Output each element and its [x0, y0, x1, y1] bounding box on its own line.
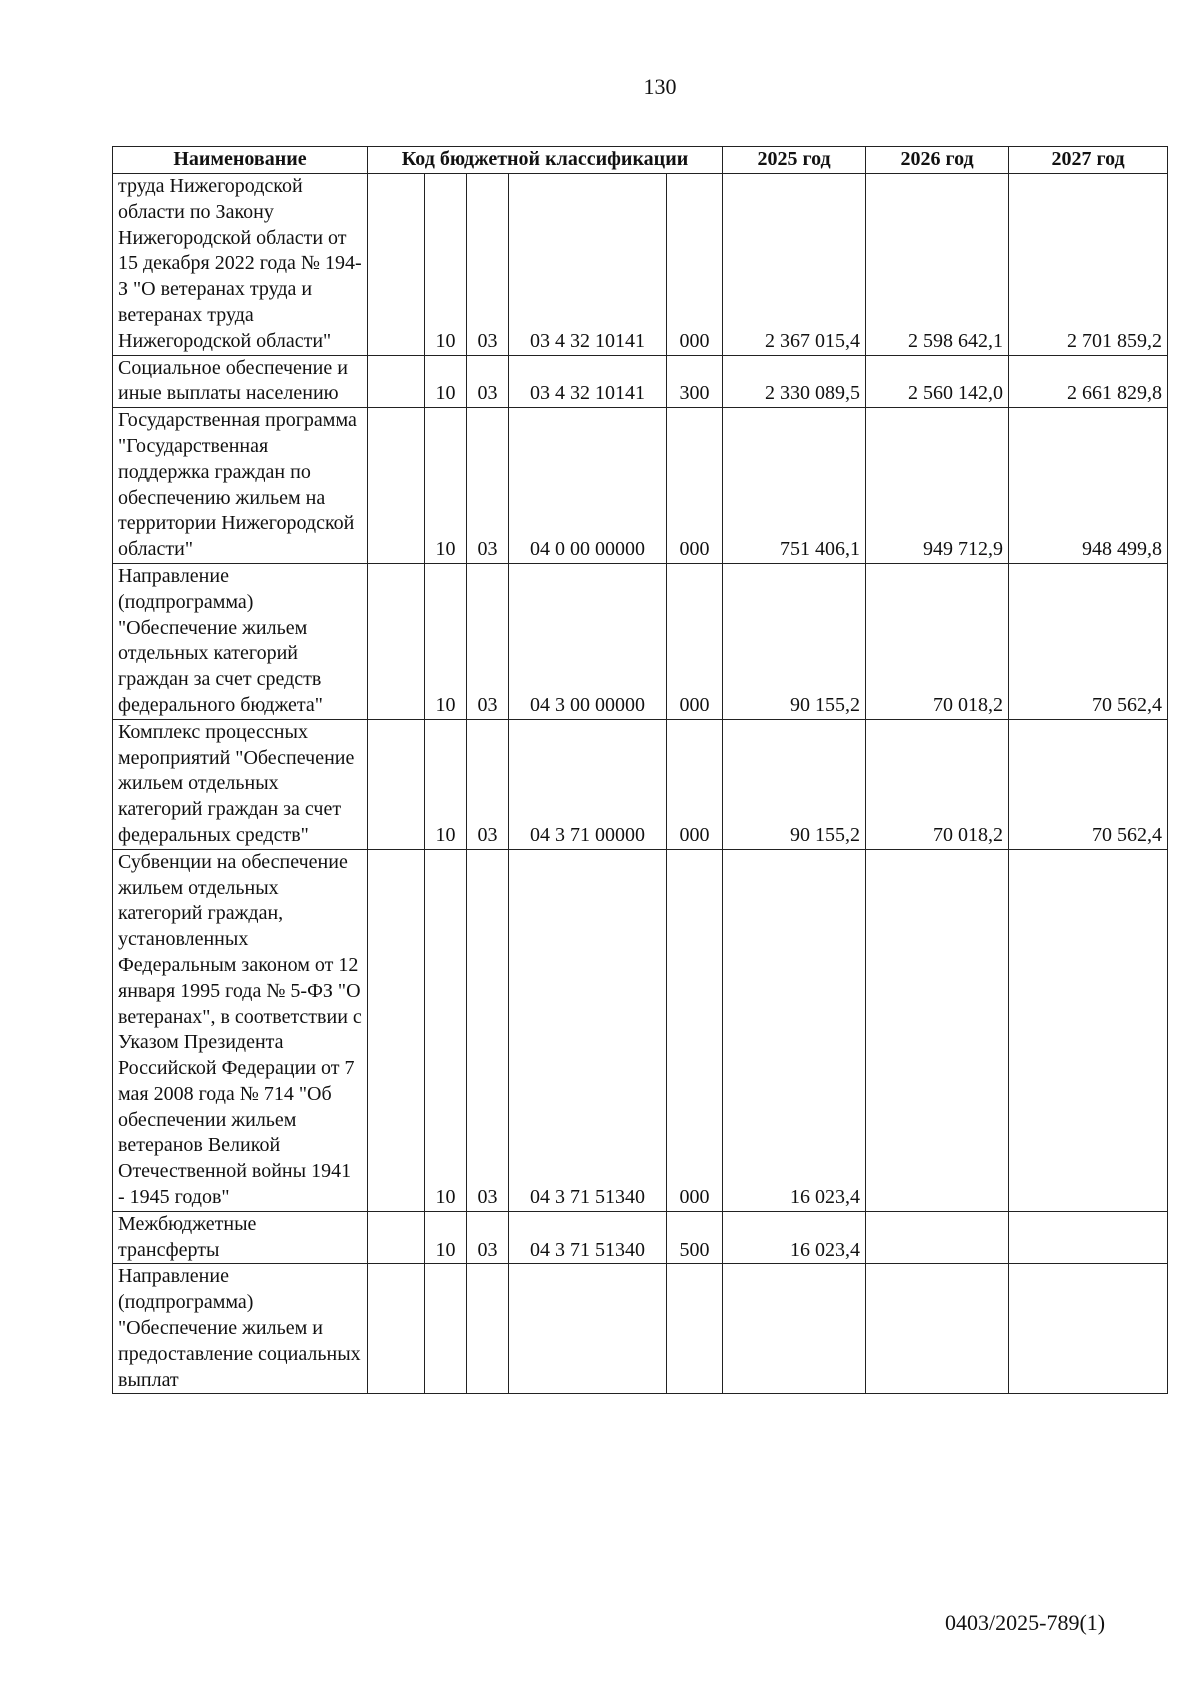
row-name: Социальное обеспечение и иные выплаты населению	[113, 355, 368, 408]
table-row	[113, 355, 1168, 408]
row-name: Направление (подпрограмма) "Обеспечение жильем отдельных категорий граждан за счет средств федерального бюджета"	[113, 563, 368, 719]
table-row	[113, 174, 1168, 356]
row-name: Направление (подпрограмма) "Обеспечение жильем и предоставление социальных выплат	[113, 1264, 368, 1394]
row-2026: 70 018,2	[866, 719, 1009, 849]
row-target-article: 04 3 71 00000	[509, 719, 667, 849]
row-subsection: 03	[467, 174, 509, 356]
row-2027: 2 701 859,2	[1009, 174, 1168, 356]
row-expense-type: 000	[667, 563, 723, 719]
row-code-blank	[368, 1264, 425, 1394]
row-2025: 16 023,4	[723, 849, 866, 1211]
header-code: Код бюджетной классификации	[368, 147, 723, 174]
row-2027	[1009, 849, 1168, 1211]
page-number: 130	[643, 74, 677, 99]
row-expense-type: 000	[667, 408, 723, 564]
row-target-article: 04 3 71 51340	[509, 1211, 667, 1264]
row-target-article: 04 0 00 00000	[509, 408, 667, 564]
row-name: труда Нижегородской области по Закону Нижегородской области от 15 декабря 2022 года № 194-З "О ветеранах труда и ветеранах труда Нижегородской области"	[113, 174, 368, 356]
row-2026	[866, 1211, 1009, 1264]
row-code-blank	[368, 174, 425, 356]
row-subsection: 03	[467, 1211, 509, 1264]
row-section: 10	[425, 1211, 467, 1264]
table-row	[113, 563, 1168, 719]
row-subsection: 03	[467, 408, 509, 564]
row-2026	[866, 849, 1009, 1211]
row-target-article: 04 3 71 51340	[509, 849, 667, 1211]
row-target-article: 03 4 32 10141	[509, 174, 667, 356]
row-section	[425, 1264, 467, 1394]
row-code-blank	[368, 849, 425, 1211]
row-name: Государственная программа "Государственная поддержка граждан по обеспечению жильем на территории Нижегородской области"	[113, 408, 368, 564]
row-2025: 751 406,1	[723, 408, 866, 564]
row-2026	[866, 1264, 1009, 1394]
header-2027: 2027 год	[1009, 147, 1168, 174]
row-code-blank	[368, 408, 425, 564]
table-row	[113, 719, 1168, 849]
row-expense-type: 300	[667, 355, 723, 408]
document-code: 0403/2025-789(1)	[945, 1610, 1106, 1635]
row-code-blank	[368, 563, 425, 719]
row-expense-type: 500	[667, 1211, 723, 1264]
row-expense-type: 000	[667, 719, 723, 849]
row-section: 10	[425, 563, 467, 719]
row-expense-type: 000	[667, 849, 723, 1211]
row-code-blank	[368, 719, 425, 849]
budget-table	[112, 146, 1168, 1394]
row-2025: 16 023,4	[723, 1211, 866, 1264]
row-name: Субвенции на обеспечение жильем отдельных категорий граждан, установленных Федеральным законом от 12 января 1995 года № 5-ФЗ "О ветеранах", в соответствии с Указом Президента Российской Федерации от 7 мая 2008 года № 714 "Об обеспечении жильем ветеранов Великой Отечественной войны 1941 - 1945 годов"	[113, 849, 368, 1211]
row-subsection: 03	[467, 355, 509, 408]
row-2027: 2 661 829,8	[1009, 355, 1168, 408]
row-subsection: 03	[467, 719, 509, 849]
row-name: Комплекс процессных мероприятий "Обеспечение жильем отдельных категорий граждан за счет федеральных средств"	[113, 719, 368, 849]
row-name: Межбюджетные трансферты	[113, 1211, 368, 1264]
row-expense-type	[667, 1264, 723, 1394]
row-section: 10	[425, 174, 467, 356]
row-2026: 70 018,2	[866, 563, 1009, 719]
row-section: 10	[425, 355, 467, 408]
table-header-row	[113, 147, 1168, 174]
row-2027	[1009, 1264, 1168, 1394]
row-2025	[723, 1264, 866, 1394]
row-2026: 949 712,9	[866, 408, 1009, 564]
row-subsection	[467, 1264, 509, 1394]
row-code-blank	[368, 1211, 425, 1264]
table-row	[113, 1211, 1168, 1264]
row-2027: 948 499,8	[1009, 408, 1168, 564]
row-2025: 2 330 089,5	[723, 355, 866, 408]
table-row	[113, 1264, 1168, 1394]
row-2026: 2 560 142,0	[866, 355, 1009, 408]
row-2027: 70 562,4	[1009, 563, 1168, 719]
row-section: 10	[425, 408, 467, 564]
table-row	[113, 408, 1168, 564]
row-target-article	[509, 1264, 667, 1394]
row-target-article: 04 3 00 00000	[509, 563, 667, 719]
row-subsection: 03	[467, 563, 509, 719]
row-2027	[1009, 1211, 1168, 1264]
table-row	[113, 849, 1168, 1211]
row-section: 10	[425, 719, 467, 849]
header-name: Наименование	[113, 147, 368, 174]
row-2026: 2 598 642,1	[866, 174, 1009, 356]
header-2026: 2026 год	[866, 147, 1009, 174]
row-code-blank	[368, 355, 425, 408]
row-section: 10	[425, 849, 467, 1211]
row-subsection: 03	[467, 849, 509, 1211]
row-2025: 90 155,2	[723, 719, 866, 849]
row-2025: 2 367 015,4	[723, 174, 866, 356]
row-2025: 90 155,2	[723, 563, 866, 719]
row-expense-type: 000	[667, 174, 723, 356]
header-2025: 2025 год	[723, 147, 866, 174]
row-target-article: 03 4 32 10141	[509, 355, 667, 408]
row-2027: 70 562,4	[1009, 719, 1168, 849]
